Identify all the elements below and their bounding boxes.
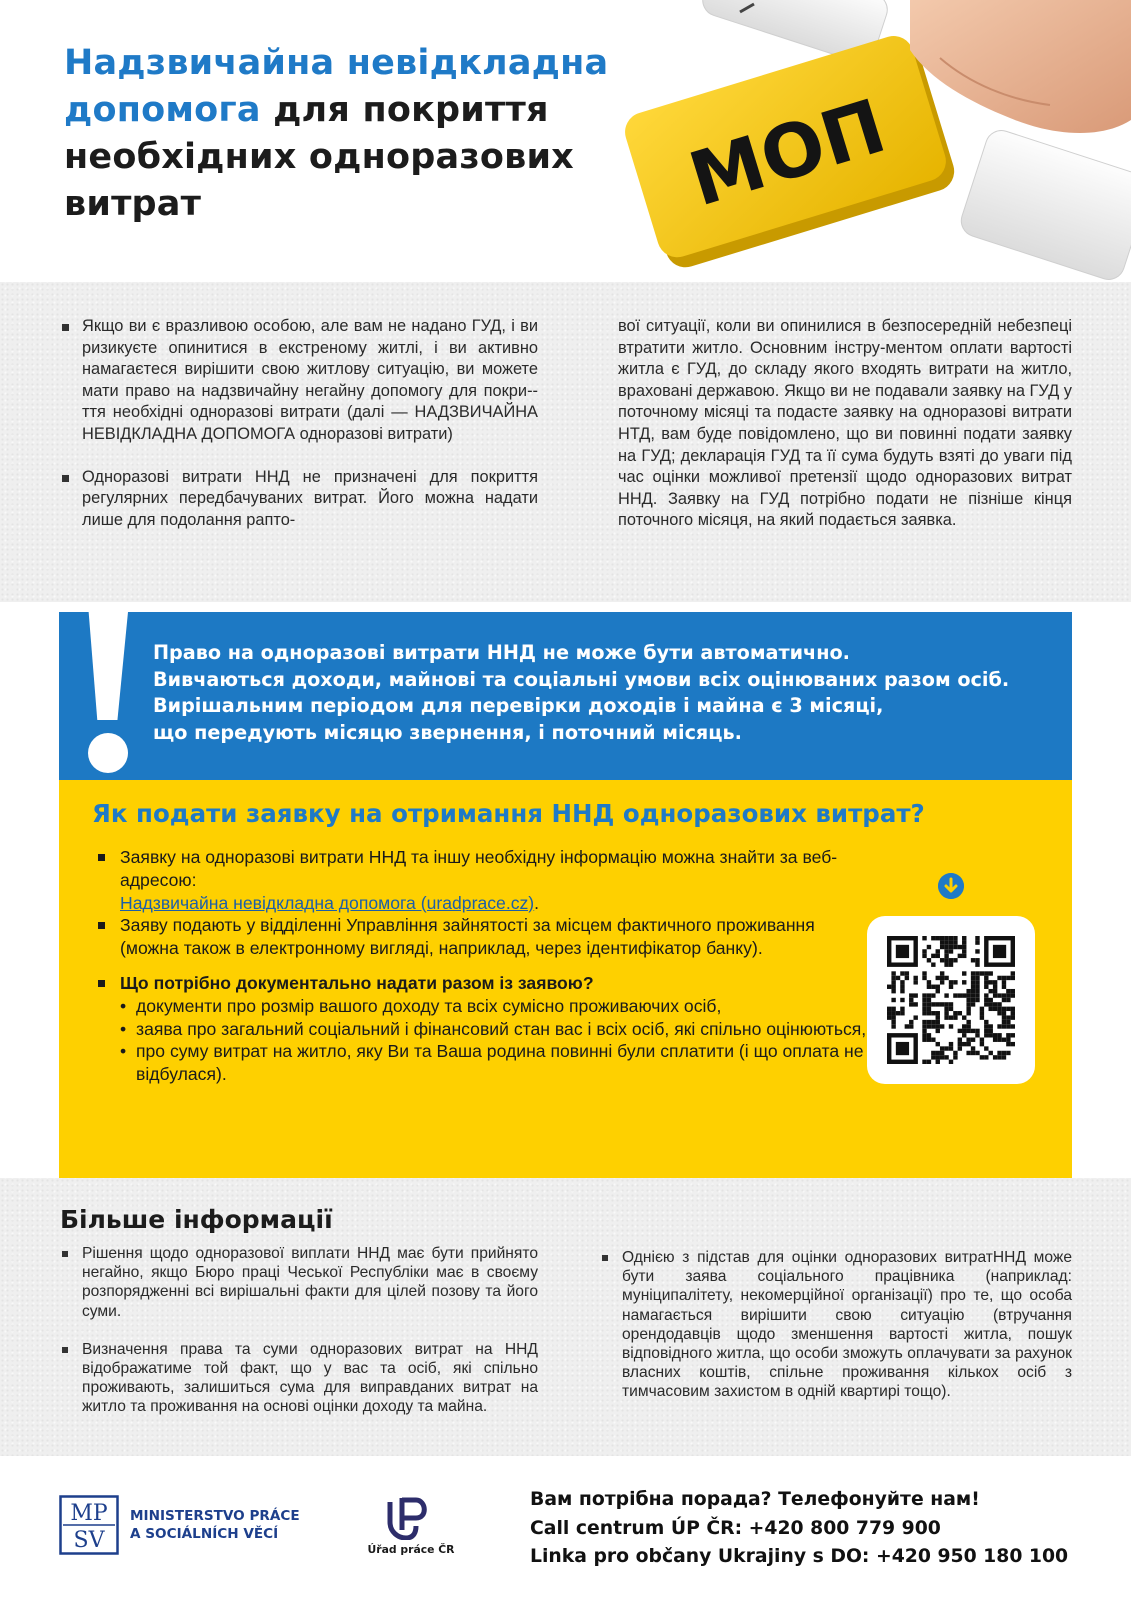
intro-bullet-2: Одноразові витрати ННД не призначені для покриття регулярних передбачуваних витрат. Його можна надати лише для подолання рапто- [60,467,538,532]
arrow-down-icon [938,873,964,899]
square-bullet-icon [98,922,105,929]
urad-prace-name: Úřad práce ČR [367,1543,455,1556]
square-bullet-icon [98,854,105,861]
alert-line-4: що передують місяцю звернення, і поточний місяць. [153,720,742,744]
alert-line-1: Право на одноразові витрати ННД не може бути автоматично. [153,641,850,664]
uradprace-link[interactable]: Надзвичайна невідкладна допомога (uradprace.cz) [120,892,535,913]
documents-heading: Що потрібно документально надати разом із заявою? [96,972,876,995]
square-bullet-icon [62,475,69,482]
dot-bullet-icon: • [120,1041,127,1062]
apply-heading: Як подати заявку на отримання ННД одноразових витрат? [92,799,925,828]
square-bullet-icon [98,980,105,987]
square-bullet-icon [602,1255,608,1261]
more-info-heading: Більше інформації [60,1205,333,1234]
exclamation-dot-icon [88,733,128,773]
key-label: МОП [680,83,895,224]
alert-line-2: Вивчаються доходи, майнові та соціальні умови всіх оцінюваних разом осіб. [153,667,1010,691]
apply-body [96,846,876,1086]
mpsv-logo-bottom: SV [73,1528,105,1553]
ministry-name: MINISTERSTVO PRÁCE A SOCIÁLNÍCH VĚCÍ [130,1508,300,1542]
header [0,0,1131,282]
intro-section [0,282,1131,602]
page-title [64,40,644,228]
alert-text [153,640,1063,746]
dot-bullet-icon: • [120,1018,127,1039]
square-bullet-icon [62,1347,68,1353]
square-bullet-icon [62,324,69,331]
ukraine-hotline-phone[interactable]: Linka pro občany Ukrajiny s DO: +420 950 180 100 [530,1546,1069,1567]
intro-left-column [60,316,538,531]
document-item: • заява про загальний соціальний і фінансовий стан вас і всіх осіб, які спільно оцінюються, [120,1018,867,1039]
qr-code[interactable] [867,916,1035,1084]
qr-code-image [887,936,1015,1064]
more-bullet-3: Однією з підстав для оцінки одноразових витратННД може бути заява соціального працівника (наприклад: муніципалітету, некомерційної організації) про те, що особа намагається вирішити свою ситуацію (втручання орендодавців щодо зменшення вартості житла, пошук відповідного житла, що особи зможуть оплачувати за рахунок власних коштів, спільне проживання кількох осіб з тимчасовим захистом в одній квартирі тощо). [600,1248,1072,1402]
intro-right-column [618,316,1072,532]
dot-bullet-icon: • [120,995,127,1016]
mpsv-logo-top: MP [70,1501,108,1526]
title-highlight: Надзвичайна невідкладна допомога [64,43,609,130]
contact-prompt: Вам потрібна порада? Телефонуйте нам! [530,1489,980,1510]
call-centrum-phone[interactable]: Call centrum ÚP ČR: +420 800 779 900 [530,1517,941,1539]
apply-item-office: Заяву подають у відділенні Управління зайнятості за місцем фактичного проживання (можна також в електронному вигляді, наприклад, через ідентифікатор банку). [96,914,876,960]
title-rest: для покриття необхідних одноразових витрат [64,90,574,224]
intro-continuation: вої ситуації, коли ви опинилися в безпосередній небезпеці втратити житло. Основним інстру-ментом оплати вартості житла є ГУД, до складу якого входять витрати на житло, враховані державою. Якщо ви не подавали заявку на ГУД у поточному місяці та подасте заявку на одноразові витрати НТД, вам буде повідомлено, що ви повинні подати заявку на ГУД; декларація ГУД та її сума будуть взяті до уваги під час оцінки можливої претензії щодо одноразових витрат ННД. Заявку на ГУД потрібно подати не пізніше кінця поточного місяця, на який подається заявка. [618,317,1072,530]
more-bullet-1: Рішення щодо одноразової виплати ННД має бути прийнято негайно, якщо Бюро праці Чеської Республіки має в своєму розпорядженні всі вирішальні факти для цілей позову та його суми. [60,1244,538,1321]
square-bullet-icon [62,1251,68,1257]
apply-item-website: Заявку на одноразові витрати ННД та іншу необхідну інформацію можна знайти за веб-адресою: Надзвичайна невідкладна допомога (uradprace.cz). [96,846,876,914]
document-item: • про суму витрат на житло, яку Ви та Ваша родина повинні були сплатити (і що оплата не відбулася). [120,1041,864,1085]
urad-prace-logo-icon [386,1496,434,1540]
more-bullet-2: Визначення права та суми одноразових витрат на ННД відображатиме той факт, що у вас та осіб, які спільно проживають, залишиться сума для виправданих витрат на житло та проживання на основі оцінки доходу та майна. [60,1340,538,1417]
contact-info [530,1486,1090,1572]
keyboard-finger-image [610,0,1131,282]
alert-line-3: Вирішальним періодом для перевірки доходів і майна є 3 місяці, [153,694,884,717]
more-left-column [60,1244,538,1417]
more-right-column [600,1248,1072,1402]
mpsv-logo [59,1495,119,1555]
intro-bullet-1: Якщо ви є вразливою особою, але вам не надано ГУД, і ви ризикуєте опинитися в екстреному житлі, і ви активно намагаєтеся вирішити свою житлову ситуацію, ви можете мати право на надзвичайну негайну допомогу для покри--ття необхідні одноразові витрати (далі — НАДЗВИЧАЙНА НЕВІДКЛАДНА ДОПОМОГА одноразові витрати) [60,316,538,446]
document-item: • документи про розмір вашого доходу та всіх сумісно проживаючих осіб, [120,995,722,1016]
